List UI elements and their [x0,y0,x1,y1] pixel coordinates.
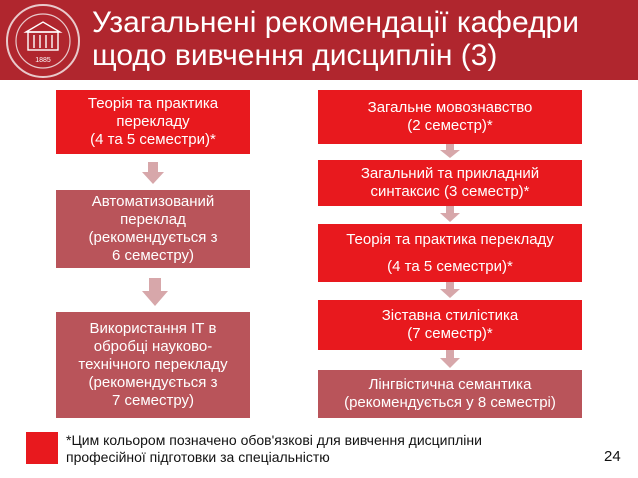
course-text: переклад [120,211,186,228]
university-seal-icon [4,2,82,80]
course-text: (4 та 5 семестри)* [387,257,513,275]
page-title [92,6,632,72]
page-title-line-2: щодо вивчення дисциплін (3) [92,39,498,72]
legend-line-2: професійної підготовки за спеціальністю [66,449,330,465]
course-text: синтаксис (3 семестр)* [370,183,530,200]
slide-header [0,0,638,80]
legend-footnote [66,432,566,466]
arrow-down-icon [142,162,164,184]
course-text: (2 семестр)* [407,117,493,134]
course-text: (рекомендується у 8 семестрі) [344,394,556,411]
course-text: Лінгвістична семантика [368,376,532,393]
course-box-left-1 [56,90,250,154]
logo-year: 1885 [35,57,51,64]
course-text: технічного перекладу [78,356,228,373]
course-text: 7 семестру) [111,392,195,409]
course-box-right-4 [318,300,582,350]
page-title-line-1: Узагальнені рекомендації кафедри [92,6,579,39]
course-box-right-1 [318,90,582,144]
course-box-right-5 [318,370,582,418]
legend-line-1: *Цим кольором позначено обов'язкові для вивчення дисципліни [66,432,482,448]
course-text: Теорія та практика перекладу [346,230,554,248]
course-box-right-3 [318,224,582,282]
course-text: (7 семестр)* [407,325,493,342]
course-box-left-3 [56,312,250,418]
arrow-down-icon [440,206,460,222]
course-box-left-2 [56,190,250,268]
course-text: (рекомендується з [88,374,218,391]
legend-swatch [26,432,58,464]
course-text: (4 та 5 семестри)* [90,131,216,148]
course-text: 6 семестру) [111,247,195,264]
arrow-down-icon [440,350,460,368]
course-text: Автоматизований [91,193,215,210]
course-text: Загальний та прикладний [360,165,540,182]
course-text: Зіставна стилістика [381,307,519,324]
course-text: Використання ІТ в [89,320,217,337]
arrow-down-icon [440,282,460,298]
course-text: (рекомендується з [88,229,218,246]
course-box-right-2 [318,160,582,206]
course-text: Загальне мовознавство [367,99,533,116]
course-text: обробці науково- [93,338,213,355]
page-number: 24 [604,448,621,465]
course-text: перекладу [116,113,190,130]
arrow-down-icon [440,144,460,158]
arrow-down-icon [142,278,168,306]
course-text: Теорія та практика [87,95,219,112]
